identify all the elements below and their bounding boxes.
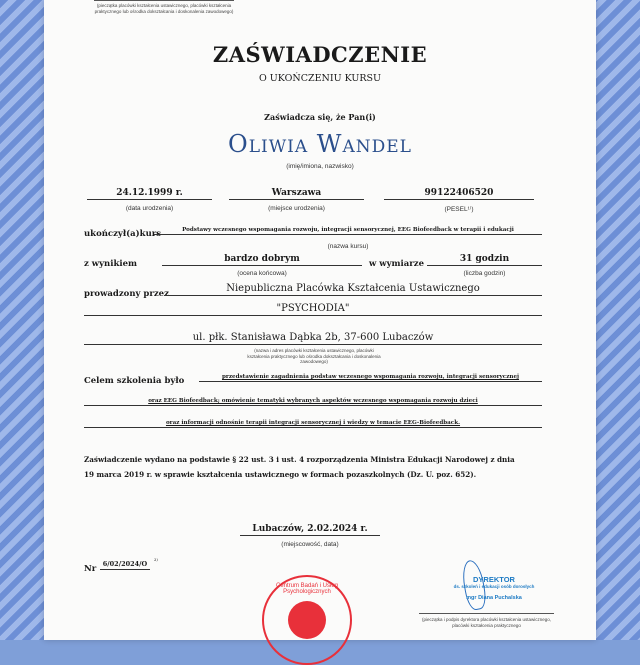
director-subtitle: ds. szkoleń i edukacji osób dorosłych	[453, 584, 535, 589]
address-label: (nazwa i adres placówki kształcenia ustawicznego, placówki kształcenia praktycznego lub ośrodka dokształcania i doskonalenia zawodowego)	[247, 348, 381, 364]
goal-line-3: oraz informacji odnośnie terapii integracji sensorycznej i wiedzy w temacie EEG-Biofeedback.	[84, 420, 542, 428]
hours: 31 godzin	[427, 254, 542, 266]
nr-footnote: ²⁾	[154, 558, 158, 565]
legal-basis-line-2: 19 marca 2019 r. w sprawie kształcenia ustawicznego w formach pozaszkolnych (Dz. U. poz. 652).	[84, 470, 477, 479]
result: bardzo dobrym	[162, 254, 362, 266]
certificate-number: 6/02/2024/O	[100, 560, 150, 570]
recipient-name: Oliwia Wandel	[228, 130, 412, 158]
lightbulb-icon	[288, 601, 326, 639]
birth-place-label: (miejsce urodzenia)	[268, 205, 325, 212]
pesel: 99122406520	[384, 188, 534, 200]
decorative-border-left	[0, 0, 50, 640]
result-label: (ocena końcowa)	[237, 270, 287, 277]
director-name: mgr Diana Puchalska	[466, 595, 522, 601]
institution-address: ul. płk. Stanisława Dąbka 2b, 37-600 Lubaczów	[84, 332, 542, 345]
place-date: Lubaczów, 2.02.2024 r.	[240, 524, 380, 536]
course-label: (nazwa kursu)	[327, 243, 369, 250]
course-name: Podstawy wczesnego wspomagania rozwoju, integracji sensorycznej, EEG Biofeedback w terapii i edukacji	[154, 227, 542, 235]
birth-place: Warszawa	[229, 188, 364, 200]
institution-name: Niepubliczna Placówka Kształcenia Ustawicznego	[164, 283, 542, 296]
legal-basis-line-1: Zaświadczenie wydano na podstawie § 22 ust. 3 i ust. 4 rozporządzenia Ministra Edukacji Narodowej z dnia	[84, 455, 515, 464]
header-stamp-note: (pieczątka placówki kształcenia ustawicznego, placówki kształcenia praktycznego lub ośrodka dokształcania i doskonalenia zawodowego)	[94, 0, 234, 14]
result-prefix: z wynikiem	[84, 259, 137, 269]
birth-date-label: (data urodzenia)	[125, 205, 174, 212]
pesel-label: (PESEL¹⁾)	[444, 206, 474, 213]
goal-prefix: Celem szkolenia było	[84, 376, 185, 386]
run-by-prefix: prowadzony przez	[84, 289, 169, 299]
hours-prefix: w wymiarze	[369, 259, 424, 269]
intro-text: Zaświadcza się, że Pan(i)	[264, 112, 376, 122]
course-prefix: ukończył(a)kurs	[84, 229, 162, 239]
hours-label: (liczba godzin)	[463, 270, 506, 277]
director-title: DYREKTOR	[473, 575, 515, 584]
institution-name-2: "PSYCHODIA"	[84, 303, 542, 316]
nr-prefix: Nr	[84, 564, 97, 574]
goal-line-2: oraz EEG Biofeedback; omówienie tematyki wybranych aspektów wczesnego wspomagania rozwoju dzieci	[84, 398, 542, 406]
certificate-page	[44, 0, 596, 640]
signature-note: (pieczątka i podpis dyrektora placówki kształcenia ustawicznego, placówki kształcenia praktycznego	[419, 613, 554, 628]
certificate-title: ZAŚWIADCZENIE	[212, 42, 428, 67]
goal-line-1: przedstawienie zagadnienia podstaw wczesnego wspomagania rozwoju, integracji sensorycznej	[199, 374, 542, 382]
birth-date: 24.12.1999 r.	[87, 188, 212, 200]
round-stamp	[262, 575, 352, 665]
stamp-text: Centrum Badań i Usług Psychologicznych	[275, 583, 339, 595]
decorative-border-right	[590, 0, 640, 640]
certificate-subtitle: O UKOŃCZENIU KURSU	[258, 73, 382, 84]
place-date-label: (miejscowość, data)	[281, 541, 339, 548]
name-label: (imię/imiona, nazwisko)	[286, 163, 354, 170]
